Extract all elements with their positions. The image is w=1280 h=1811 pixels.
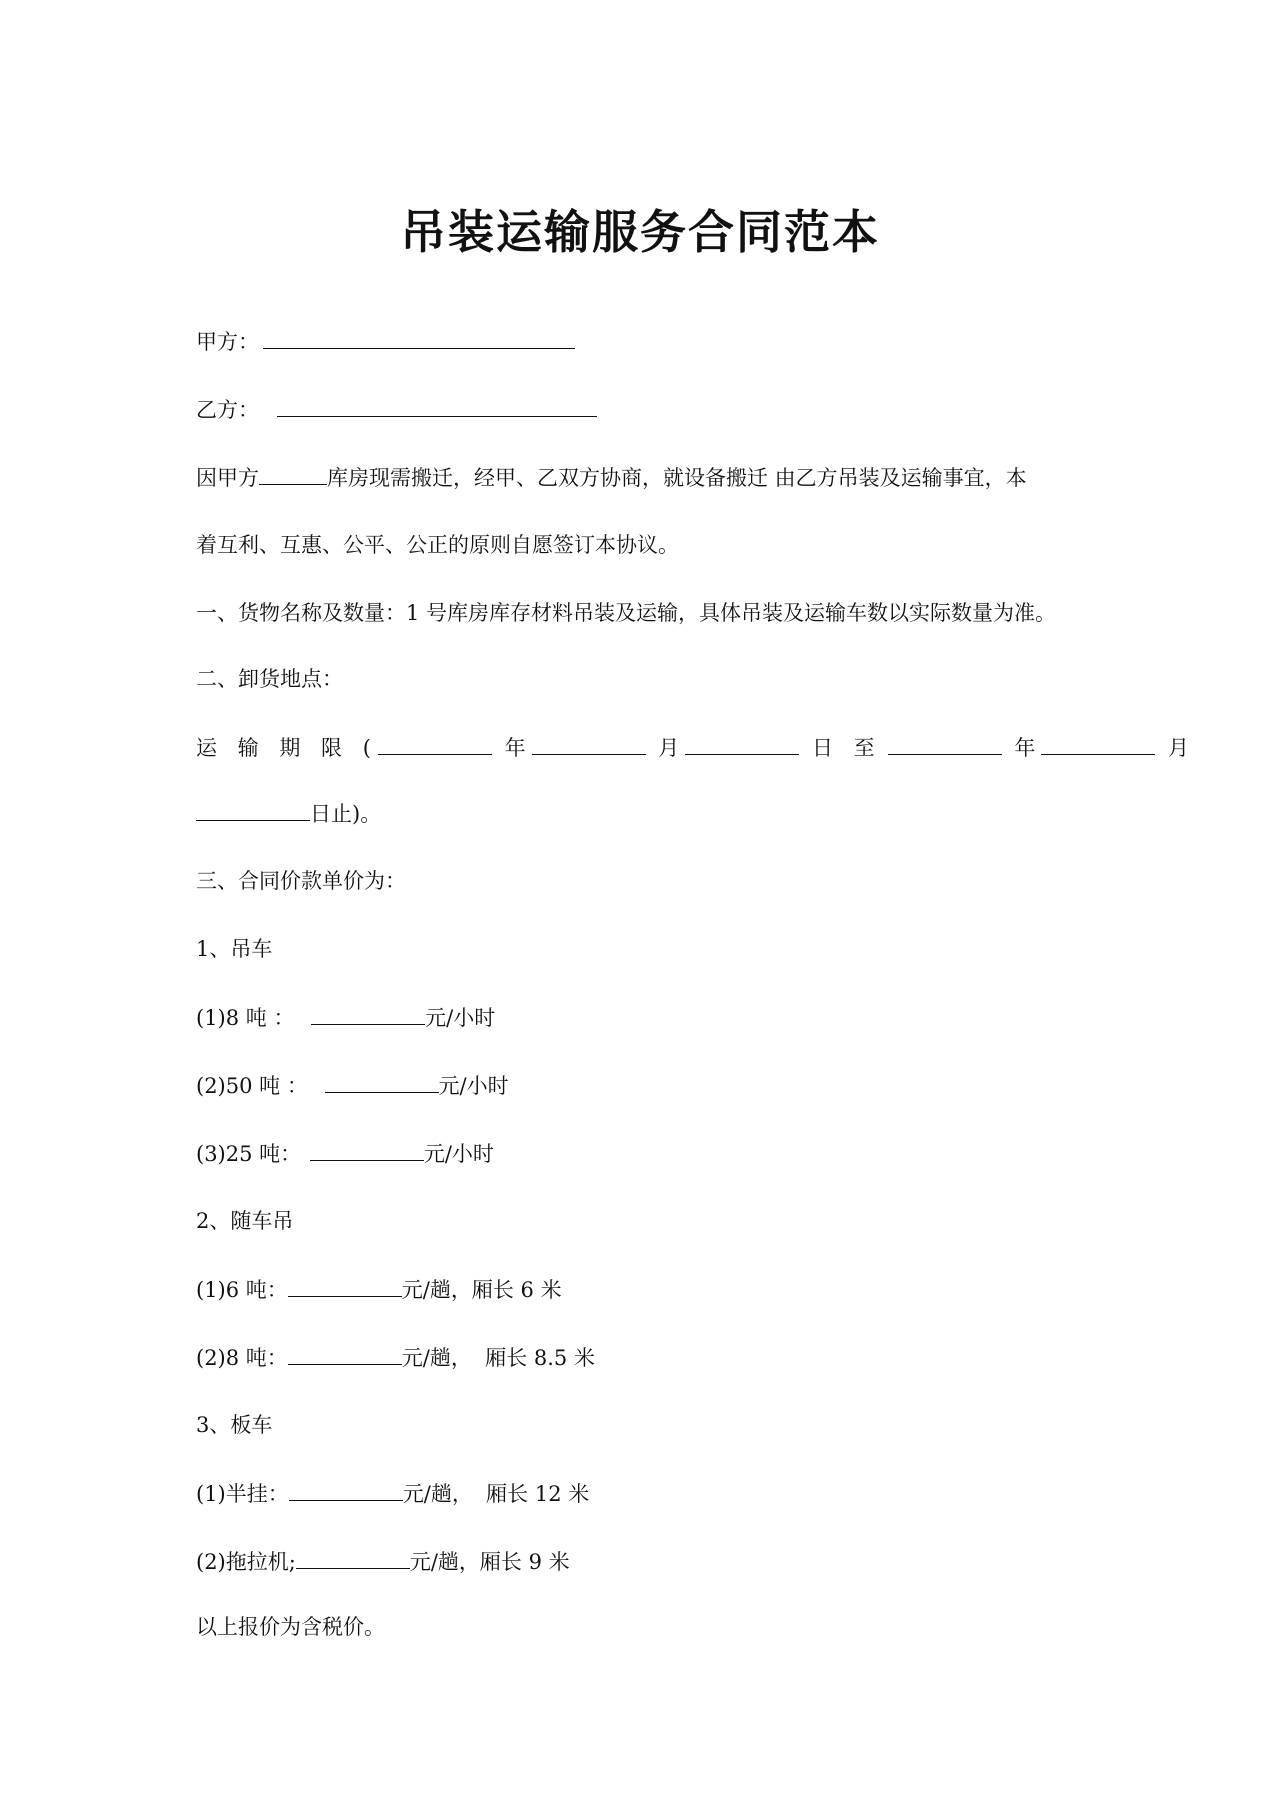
party-a-label: 甲方： bbox=[196, 330, 259, 354]
period-end: 日止)。 bbox=[310, 802, 382, 826]
flatbed-semi-label: (1)半挂： bbox=[196, 1482, 289, 1506]
transport-period-end-line bbox=[196, 798, 381, 829]
party-a-blank bbox=[263, 326, 575, 349]
warehouse-blank bbox=[259, 462, 327, 485]
intro-text-b: 库房现需搬迁，经甲、乙双方协商，就设备搬迁 由乙方吊装及运输事宜，本 bbox=[327, 466, 1027, 490]
day-to-label: 日 至 bbox=[811, 736, 882, 760]
flatbed-semi-unit: 元/趟， 厢长 12 米 bbox=[402, 1482, 590, 1506]
end-year-blank bbox=[888, 732, 1002, 755]
section-2: 二、卸货地点： bbox=[196, 667, 343, 691]
crane-25t-line bbox=[196, 1138, 494, 1169]
start-day-blank bbox=[685, 732, 799, 755]
transport-period-line bbox=[196, 732, 1189, 763]
party-b-label: 乙方： bbox=[196, 398, 259, 422]
start-month-label: 月 bbox=[658, 736, 680, 760]
flatbed-heading: 3、板车 bbox=[196, 1413, 273, 1437]
end-month-label: 月 bbox=[1168, 736, 1190, 760]
party-b-line bbox=[196, 394, 597, 425]
crane-8t-line bbox=[196, 1002, 495, 1033]
crane-50t-unit: 元/小时 bbox=[438, 1074, 509, 1098]
crane-50t-label: (2)50 吨 ： bbox=[196, 1074, 308, 1098]
party-a-line bbox=[196, 326, 575, 357]
end-day-blank bbox=[196, 798, 310, 821]
flatbed-semi-blank bbox=[289, 1478, 403, 1501]
truck-6t-line bbox=[196, 1274, 562, 1305]
crane-50t-line bbox=[196, 1070, 509, 1101]
end-year-label: 年 bbox=[1014, 736, 1036, 760]
section-3: 三、合同价款单价为： bbox=[196, 869, 406, 893]
party-b-blank bbox=[277, 394, 597, 417]
start-year-label: 年 bbox=[504, 736, 526, 760]
truck-6t-unit: 元/趟，厢长 6 米 bbox=[401, 1278, 562, 1302]
end-month-blank bbox=[1041, 732, 1155, 755]
flatbed-semi-line bbox=[196, 1478, 589, 1509]
intro-line-2: 着互利、互惠、公平、公正的原则自愿签订本协议。 bbox=[196, 533, 679, 557]
crane-8t-blank bbox=[311, 1002, 425, 1025]
flatbed-tractor-blank bbox=[296, 1546, 410, 1569]
crane-heading: 1、吊车 bbox=[196, 937, 273, 961]
intro-text-a: 因甲方 bbox=[196, 466, 259, 490]
truck-8t-blank bbox=[288, 1342, 402, 1365]
crane-25t-unit: 元/小时 bbox=[423, 1142, 494, 1166]
crane-8t-unit: 元/小时 bbox=[425, 1006, 496, 1030]
truck-crane-heading: 2、随车吊 bbox=[196, 1209, 294, 1233]
truck-6t-label: (1)6 吨： bbox=[196, 1278, 288, 1302]
truck-8t-line bbox=[196, 1342, 595, 1373]
start-month-blank bbox=[532, 732, 646, 755]
section-1: 一、货物名称及数量：1 号库房库存材料吊装及运输，具体吊装及运输车数以实际数量为准。 bbox=[196, 601, 1057, 625]
flatbed-tractor-line bbox=[196, 1546, 570, 1577]
document-title: 吊装运输服务合同范本 bbox=[400, 205, 880, 259]
crane-25t-blank bbox=[310, 1138, 424, 1161]
crane-8t-label: (1)8 吨 ： bbox=[196, 1006, 295, 1030]
truck-8t-label: (2)8 吨： bbox=[196, 1346, 288, 1370]
truck-8t-unit: 元/趟， 厢长 8.5 米 bbox=[401, 1346, 595, 1370]
truck-6t-blank bbox=[288, 1274, 402, 1297]
crane-50t-blank bbox=[325, 1070, 439, 1093]
flatbed-tractor-label: (2)拖拉机; bbox=[196, 1550, 296, 1574]
crane-25t-label: (3)25 吨： bbox=[196, 1142, 302, 1166]
tax-note: 以上报价为含税价。 bbox=[196, 1615, 385, 1639]
intro-line-1 bbox=[196, 462, 1027, 493]
flatbed-tractor-unit: 元/趟，厢长 9 米 bbox=[409, 1550, 570, 1574]
period-prefix: 运 输 期 限 ( bbox=[196, 736, 378, 760]
start-year-blank bbox=[378, 732, 492, 755]
